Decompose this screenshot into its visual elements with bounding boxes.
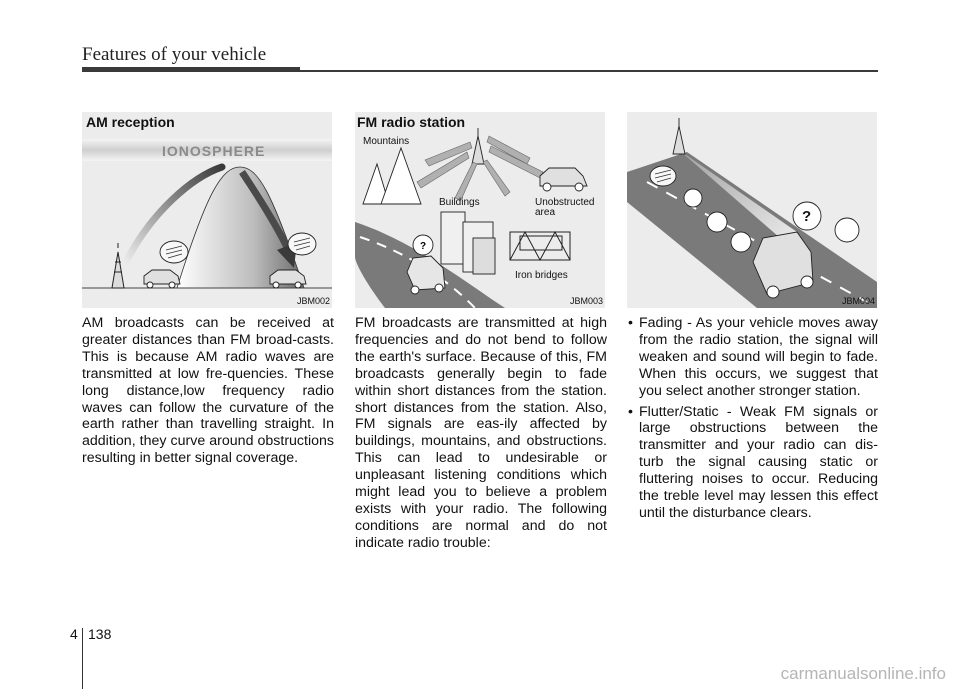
fm-radio-station-figure bbox=[355, 112, 605, 308]
fm-description-column bbox=[355, 315, 607, 552]
figure-title: FM radio station bbox=[357, 114, 466, 130]
building-icon bbox=[441, 212, 495, 274]
car-icon bbox=[540, 168, 587, 191]
buildings-label: Buildings bbox=[439, 197, 480, 208]
mountain-icon bbox=[381, 148, 421, 204]
header-rule-thick bbox=[82, 67, 300, 72]
iron-bridges-label: Iron bridges bbox=[515, 270, 568, 281]
page-header-title: Features of your vehicle bbox=[82, 44, 267, 65]
list-item: • Fading - As your vehicle moves away from the radio station, the signal will weaken and sound will begin to fade. When this occurs, we suggest that you select another stronger station. bbox=[626, 315, 878, 400]
header-rule-thin bbox=[300, 70, 878, 72]
car-icon bbox=[144, 270, 180, 288]
iron-bridge-icon bbox=[510, 232, 570, 260]
music-bubble-icon bbox=[160, 241, 188, 263]
transmitter-tower-icon bbox=[673, 118, 685, 154]
ionosphere-label: IONOSPHERE bbox=[162, 143, 266, 159]
transmitter-tower-icon bbox=[472, 128, 484, 164]
figure-code: JBM003 bbox=[569, 296, 603, 306]
figure-code: JBM002 bbox=[296, 296, 330, 306]
unobstructed-label: Unobstructed bbox=[535, 197, 595, 208]
svg-text:?: ? bbox=[420, 241, 427, 252]
music-bubble-icon bbox=[288, 233, 316, 255]
mountains-label: Mountains bbox=[363, 136, 410, 147]
list-item: • Flutter/Static - Weak FM signals or large obstructions between the transmitter and your radio can dis-turb the signal causing static or fluttering noises to occur. Reducing the treble level may lessen this effect until the disturbance clears. bbox=[626, 404, 878, 522]
conditions-list bbox=[626, 315, 878, 522]
transmitter-tower-icon bbox=[112, 243, 124, 288]
fm-description: FM broadcasts are transmitted at high frequencies and do not bend to follow the earth's surface. Because of this, FM broadcasts generally begin to fade within short distances from the station. short distances from the station. Also, FM signals are eas-ily affected by buildings, mountains, and obstructions. This can lead to undesirable or unpleasant listening conditions which might lead you to believe a problem exists with your radio. The following conditions are normal and do not indicate radio trouble: bbox=[355, 315, 607, 551]
page-number: 138 bbox=[88, 626, 112, 642]
am-reception-figure bbox=[82, 112, 332, 308]
watermark: carmanualsonline.info bbox=[780, 664, 946, 683]
am-description: AM broadcasts can be received at greater distances than FM broad-casts. This is because AM radio waves are transmitted at low fre-quencies. These long distance,low frequency radio waves can follow the curvature of the earth rather than travelling straight. In addition, they curve around obstructions resulting in better signal coverage. bbox=[82, 315, 334, 467]
fading-figure bbox=[627, 112, 877, 308]
music-bubble-icon bbox=[650, 166, 676, 186]
conditions-column bbox=[626, 315, 878, 526]
figure-code: JBM004 bbox=[841, 296, 875, 306]
question-mark: ? bbox=[802, 208, 812, 225]
car-icon bbox=[407, 256, 445, 294]
chapter-number: 4 bbox=[70, 626, 78, 642]
footer-divider bbox=[82, 628, 83, 689]
figure-title: AM reception bbox=[86, 114, 175, 130]
area-label: area bbox=[535, 207, 556, 218]
am-description-column bbox=[82, 315, 334, 467]
